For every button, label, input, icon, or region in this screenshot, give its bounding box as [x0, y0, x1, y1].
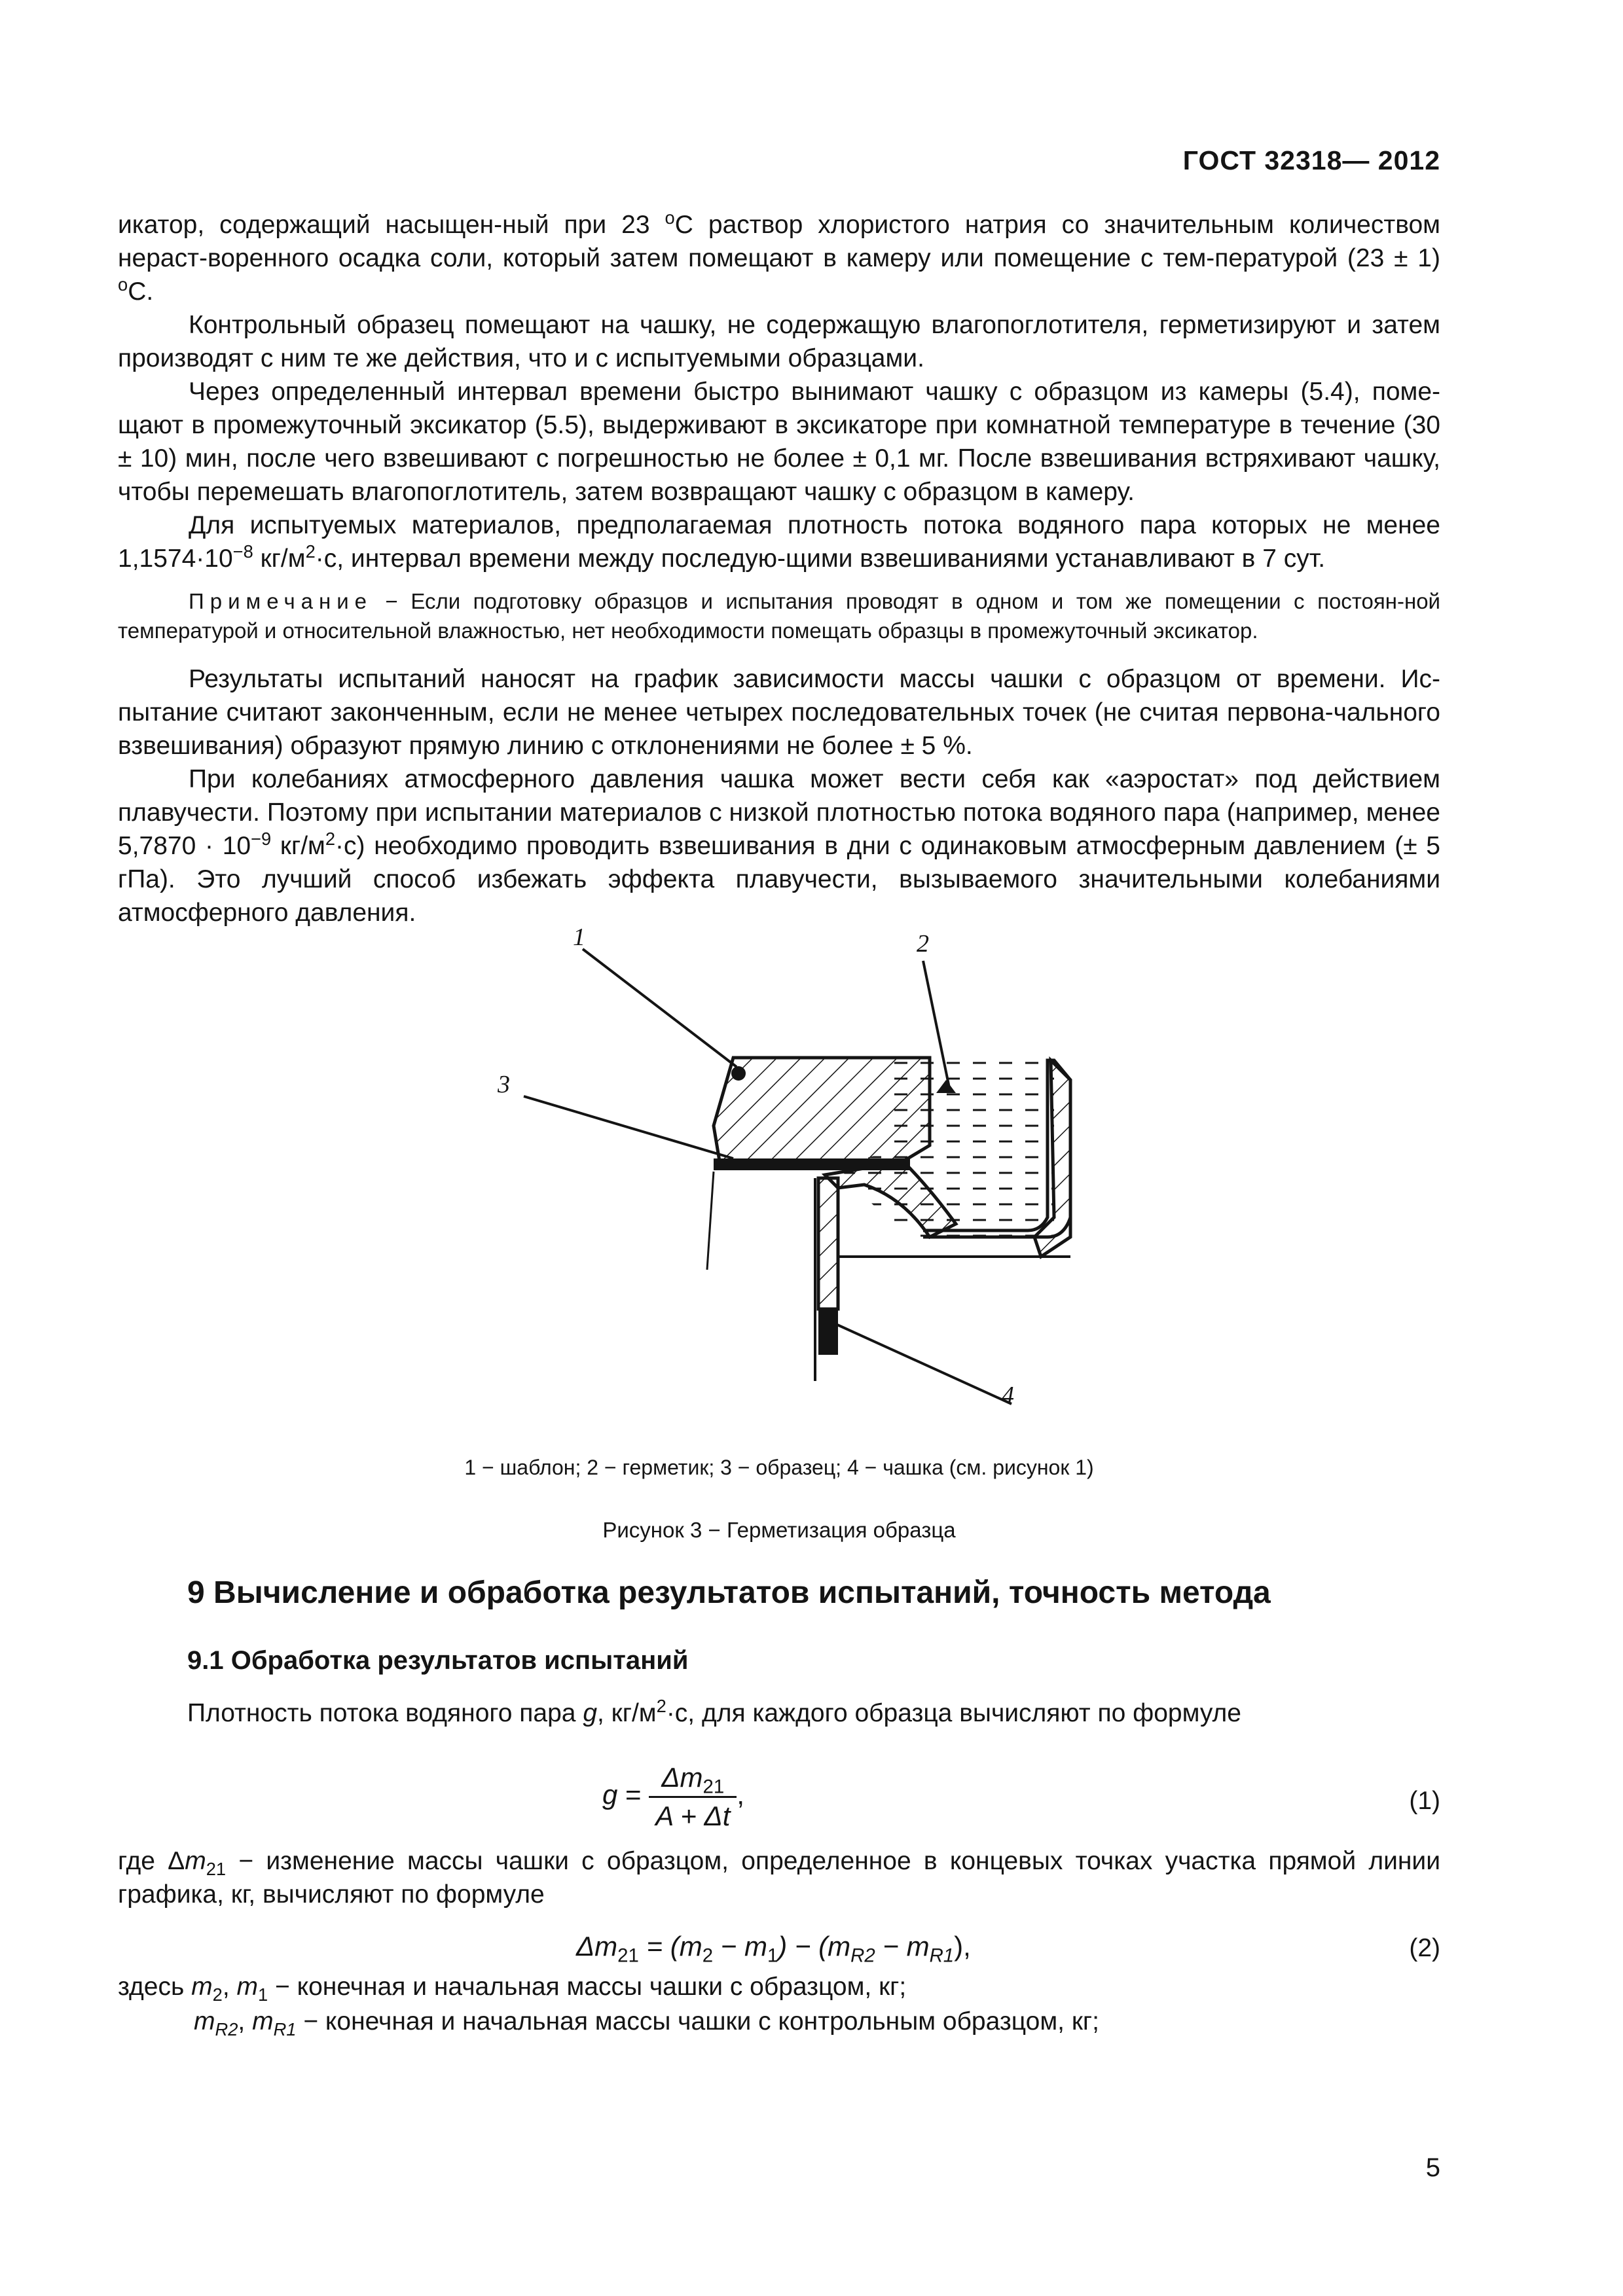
- page-number: 5: [1425, 2153, 1440, 2182]
- figure-sealing-diagram: [471, 924, 1100, 1446]
- figure-legend: 1 − шаблон; 2 − герметик; 3 − образец; 4 − чашка (см. рисунок 1): [464, 1456, 1094, 1479]
- sealing-diagram-svg: [471, 929, 1100, 1446]
- leader-4: [831, 1322, 1012, 1404]
- note-text: − Если подготовку образцов и испытания проводят в одном и том же помещении с постоян-ной температурой и относительной влажностью, нет необходимости помещать образцы в промежуточный эксикатор.: [118, 589, 1440, 643]
- figure-caption: Рисунок 3 − Герметизация образца: [602, 1518, 956, 1542]
- equation-number-1: (1): [1409, 1787, 1440, 1815]
- figure-label-4: 4: [1002, 1382, 1014, 1409]
- sample-strip: [714, 1158, 910, 1170]
- formula-2: $\Delta m_{21} = (m_2 - m_1) - (m_{R2} - m_{R1})$,: [576, 1931, 971, 1967]
- cup-bottom-black: [818, 1309, 838, 1355]
- figure-label-1: 1: [573, 924, 585, 951]
- paragraph-results: Результаты испытаний наносят на график зависимости массы чашки с образцом от времени. Ис-пытание считают законченным, если не менее четырех последовательных точек (не считая первона-чального взвешивания) образуют прямую линию с отклонениями не более ± 5 %.: [118, 665, 1440, 760]
- figure-label-2: 2: [917, 930, 929, 958]
- template-block: [714, 1058, 930, 1165]
- paragraph-control-sample: Контрольный образец помещают на чашку, не содержащую влагопоглотителя, герметизируют и затем производят с ним те же действия, что и с испытуемыми образцами.: [118, 311, 1440, 372]
- body-text-block-2: [118, 662, 1440, 929]
- formula-1: g = $\frac{\Delta m_{21}}{A + \Delta t}$ ,: [602, 1762, 745, 1831]
- leader-1: [583, 949, 737, 1067]
- body-text-block: [118, 208, 1440, 575]
- note-block: [118, 586, 1440, 645]
- leader-3: [524, 1096, 733, 1158]
- intro-formula-1: Плотность потока водяного пара g, $кг/м^2\cdot с$, для каждого образца вычисляют по формуле: [187, 1696, 1241, 1727]
- cup-left-wall: [818, 1178, 838, 1309]
- formula-1-fraction: $\frac{\Delta m_{21}}{A + \Delta t}$: [649, 1762, 737, 1832]
- figure-label-3: 3: [498, 1071, 510, 1098]
- where-mR2-mR1: $m_{R2}$, $m_{R1}$ − конечная и начальная массы чашки с контрольным образцом, кг;: [194, 2007, 1099, 2039]
- paragraph-desiccator: икатор, содержащий насыщен-ный при 23 $^o$C раствор хлористого натрия со значительным количеством нераст-воренного осадка соли, который затем помещают в камеру или помещение с тем-пературой (23 ± 1) $^o$C.: [118, 207, 1440, 306]
- section-9-heading: 9 Вычисление и обработка результатов испытаний, точность метода: [187, 1575, 1271, 1610]
- paragraph-pressure: При колебаниях атмосферного давления чашка может вести себя как «аэростат» под действием плавучести. Поэтому при испытании материалов с низкой плотностью потока водяного пара (например, менее $5,7870 \cdot 10^{-9}$ $кг/м^2\cdot с$) необходимо проводить взвешивания в дни с одинаковым атмосферным давлением (± 5 гПа). Это лучший способ избежать эффекта плавучести, вызываемого значительными колебаниями атмосферного давления.: [118, 765, 1440, 927]
- paragraph-interval: Через определенный интервал времени быстро вынимают чашку с образцом из камеры (5.4), поме-щают в промежуточный эксикатор (5.5), выдерживают в эксикаторе при комнатной температуре в течение (30 ± 10) мин, после чего взвешивают с погрешностью не более ± 0,1 мг. После взвешивания встряхивают чашку, чтобы перемешать влагопоглотитель, затем возвращают чашку с образцом в камеру.: [118, 378, 1440, 506]
- document-header: ГОСТ 32318— 2012: [1182, 145, 1440, 175]
- template-dot: [731, 1066, 746, 1081]
- where-m2-m1: здесь $m_2$, $m_1$ − конечная и начальная массы чашки с образцом, кг;: [118, 1973, 907, 2005]
- equation-number-2: (2): [1409, 1934, 1440, 1962]
- where-delta-m21: где $\Delta m_{21}$ − изменение массы чашки с образцом, определенное в концевых точках участка прямой линии графика, кг, вычисляют по формуле: [118, 1847, 1440, 1909]
- note-label: Примечание: [189, 589, 373, 613]
- paragraph-materials: Для испытуемых материалов, предполагаемая плотность потока водяного пара которых не менее $1,1574\cdot 10^{-8}$ $кг/м^2\cdot с$, интервал времени между последую-щими взвешиваниями устанавливают в 7 сут.: [118, 511, 1440, 573]
- section-9-1-heading: 9.1 Обработка результатов испытаний: [187, 1646, 689, 1675]
